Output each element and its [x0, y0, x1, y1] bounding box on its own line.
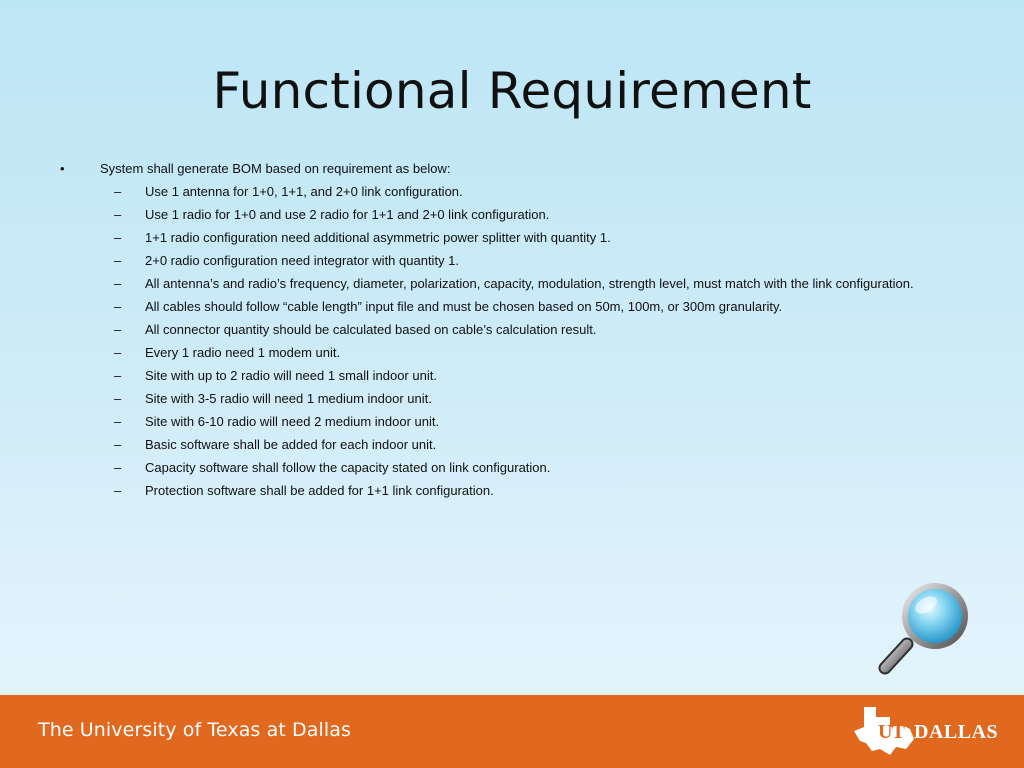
sub-item-marker: – [114, 184, 122, 199]
sub-item-text: Protection software shall be added for 1+1 link configuration. [145, 483, 494, 498]
sub-list-item [60, 321, 960, 338]
sub-item-text: All antenna’s and radio’s frequency, diameter, polarization, capacity, modulation, strength level, must match with the link configuration. [145, 276, 914, 291]
bullet-marker: • [60, 161, 65, 176]
sub-item-marker: – [114, 230, 122, 245]
sub-item-text: All connector quantity should be calculated based on cable’s calculation result. [145, 322, 597, 337]
utd-logo [850, 705, 1000, 757]
logo-ut: UT [878, 721, 904, 743]
sub-list-item [60, 482, 960, 499]
sub-item-marker: – [114, 460, 122, 475]
sub-list-item [60, 344, 960, 361]
sub-item-marker: – [114, 299, 122, 314]
sub-item-marker: – [114, 345, 122, 360]
sub-item-text: 1+1 radio configuration need additional asymmetric power splitter with quantity 1. [145, 230, 611, 245]
logo-dallas: DALLAS [914, 721, 999, 743]
sub-item-text: All cables should follow “cable length” input file and must be chosen based on 50m, 100m, or 300m granularity. [145, 299, 783, 314]
university-name: The University of Texas at Dallas [38, 719, 351, 741]
sub-item-marker: – [114, 414, 122, 429]
sub-item-text: Site with up to 2 radio will need 1 small indoor unit. [145, 368, 437, 383]
sub-item-marker: – [114, 322, 122, 337]
sub-item-marker: – [114, 437, 122, 452]
sub-list-item [60, 229, 960, 246]
sub-list [60, 183, 960, 499]
bullet-item [60, 160, 960, 499]
sub-item-marker: – [114, 368, 122, 383]
sub-item-marker: – [114, 391, 122, 406]
bullet-text: System shall generate BOM based on requirement as below: [100, 161, 451, 176]
footer-bar [0, 695, 1024, 768]
bullet-list [60, 160, 960, 505]
magnifying-glass-icon [873, 578, 977, 678]
sub-list-item [60, 436, 960, 453]
sub-item-text: Site with 3-5 radio will need 1 medium indoor unit. [145, 391, 432, 406]
sub-list-item [60, 367, 960, 384]
sub-list-item [60, 298, 960, 315]
sub-item-text: Use 1 radio for 1+0 and use 2 radio for 1+1 and 2+0 link configuration. [145, 207, 550, 222]
sub-list-item [60, 390, 960, 407]
sub-item-marker: – [114, 207, 122, 222]
sub-item-marker: – [114, 276, 122, 291]
sub-item-text: Site with 6-10 radio will need 2 medium indoor unit. [145, 414, 440, 429]
sub-item-marker: – [114, 253, 122, 268]
sub-item-text: Use 1 antenna for 1+0, 1+1, and 2+0 link configuration. [145, 184, 463, 199]
sub-list-item [60, 459, 960, 476]
sub-item-text: Basic software shall be added for each indoor unit. [145, 437, 437, 452]
sub-list-item [60, 413, 960, 430]
sub-item-marker: – [114, 483, 122, 498]
slide-title: Functional Requirement [212, 62, 812, 120]
sub-list-item [60, 206, 960, 223]
sub-list-item [60, 252, 960, 269]
sub-item-text: 2+0 radio configuration need integrator with quantity 1. [145, 253, 460, 268]
sub-list-item [60, 275, 960, 292]
sub-list-item [60, 183, 960, 200]
sub-item-text: Capacity software shall follow the capacity stated on link configuration. [145, 460, 551, 475]
sub-item-text: Every 1 radio need 1 modem unit. [145, 345, 341, 360]
